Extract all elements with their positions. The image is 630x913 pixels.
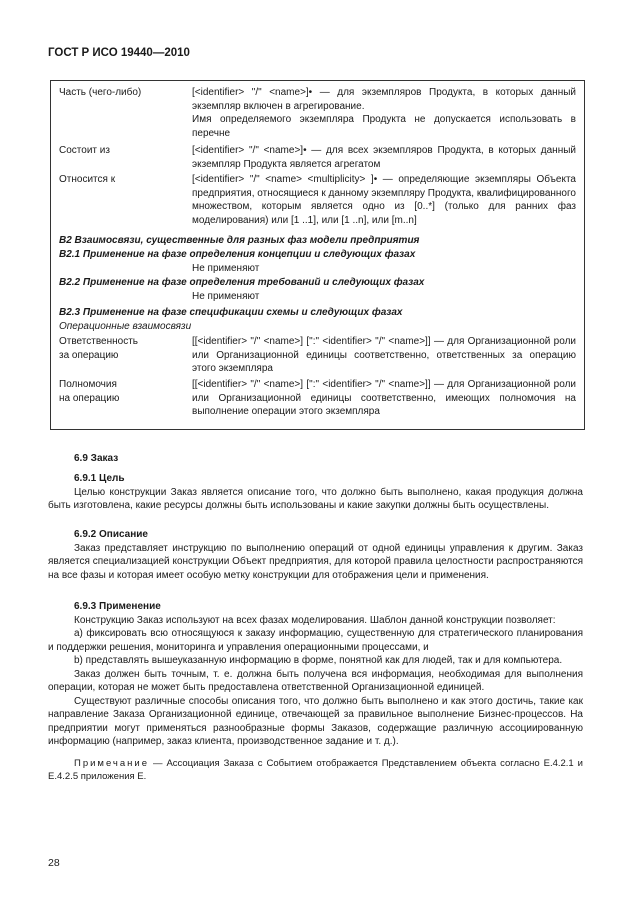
b2-title: B2 Взаимосвязи, существенные для разных фаз модели предприятия xyxy=(59,235,420,246)
row-label: Относится к xyxy=(59,174,116,185)
row-label: Ответственность за операцию xyxy=(59,336,138,361)
row-text: [<identifier> "/" <name> <multiplicity> ]• — определяющие экземпляры Объекта предприятия, относящиеся к данному экземпляру Продукта, квалифицированного множеством, которым является одно из [0..*] (только для ранних фаз моделирования) или [1 ..1], или [1 ..n], или [m..n] xyxy=(192,174,576,226)
table-row-part-of xyxy=(59,86,576,140)
note-text: — Ассоциация Заказа с Событием отображается Представлением объекта согласно Е.4.2.1 и Е.4.2.5 приложения Е. xyxy=(48,757,583,782)
row-text: [<identifier> "/" <name>]• — для экземпляров Продукта, в которых данный экземпляр включен в агрегирование. Имя определяемого экземпляра Продукта не допускается использовать в перечне xyxy=(192,87,576,139)
paragraph: Конструкцию Заказ используют на всех фазах моделирования. Шаблон данной конструкции позволяет: xyxy=(74,614,556,626)
paragraph: Заказ должен быть точным, т. е. должна быть получена вся информация, необходимая для выполнения операции, которая не может быть предоставлена ответственной Организационной единицей. xyxy=(48,668,583,693)
b22-title: B2.2 Применение на фазе определения требований и следующих фазах xyxy=(59,277,425,288)
table-row-consists-of xyxy=(59,144,576,171)
note xyxy=(48,757,583,784)
row-label: Часть (чего-либо) xyxy=(59,87,142,98)
b21-title: B2.1 Применение на фазе определения концепции и следующих фазах xyxy=(59,249,416,260)
section-6-9-3 xyxy=(48,600,583,784)
row-label: Состоит из xyxy=(59,145,110,156)
list-item-b: b) представлять вышеуказанную информацию в форме, понятной как для людей, так и для компьютера. xyxy=(74,655,563,666)
section-6-9 xyxy=(48,452,583,466)
section-heading: 6.9 Заказ xyxy=(74,453,119,464)
row-text: [[<identifier> "/" <name>] [":" <identifier> "/" <name>]] — для Организационной роли или Организационной единицы соответственно, имеющих полномочия на выполнение операции этого экземпляра xyxy=(192,379,576,417)
subsection-heading: 6.9.2 Описание xyxy=(74,529,148,540)
row-text: [<identifier> "/" <name>]• — для всех экземпляров Продукта, в которых данный экземпляр Продукта является агрегатом xyxy=(192,145,576,170)
table-row-authority xyxy=(59,378,576,419)
document-header: ГОСТ Р ИСО 19440—2010 xyxy=(48,47,190,59)
row-label: Полномочия на операцию xyxy=(59,379,120,404)
operational-relations-title: Операционные взаимосвязи xyxy=(59,321,192,332)
paragraph: Целью конструкции Заказ является описание того, что должно быть выполнено, какая продукция должна быть изготовлена, какие ресурсы должны быть использованы и какие закупки должны быть осуществлены. xyxy=(48,486,583,511)
subsection-heading: 6.9.3 Применение xyxy=(74,601,161,612)
b22-text: Не применяют xyxy=(192,291,260,302)
row-text: [[<identifier> "/" <name>] [":" <identifier> "/" <name>]] — для Организационной роли или Организационной единицы соответственно, ответственных за операцию этого экземпляра xyxy=(192,336,576,374)
b23-title: B2.3 Применение на фазе спецификации схемы и следующих фазах xyxy=(59,307,403,318)
paragraph: Существуют различные способы описания того, что должно быть выполнено и как этого достичь, такие как направление Заказа Организационной единице, отвечающей за правильное выполнение Бизнес-процессов. На предприятии могут применяться разнообразные формы Заказов, содержащие различную ассоциированную информацию (например, заказ клиента, производственное задание и т. д.). xyxy=(48,695,583,747)
note-label: Примечание xyxy=(74,757,149,769)
b21-text: Не применяют xyxy=(192,263,260,274)
section-6-9-2 xyxy=(48,528,583,582)
list-item-a: a) фиксировать всю относящуюся к заказу информацию, существенную для стратегического планирования и поддержки решения, мониторинга и управления операционными процессами, и xyxy=(48,628,583,653)
table-row-responsibility xyxy=(59,335,576,376)
subsection-heading: 6.9.1 Цель xyxy=(74,473,125,484)
paragraph: Заказ представляет инструкцию по выполнению операций от одной единицы управления к другим. Заказ является специализацией конструкции Объект предприятия, для которой правила целостности распространяются на все фазы и которая имеет особую метку конструкции для отображения цели и применения. xyxy=(48,542,583,581)
section-6-9-1 xyxy=(48,472,583,513)
table-row-relates-to xyxy=(59,173,576,227)
continuation-table xyxy=(50,80,585,430)
page-number: 28 xyxy=(48,857,60,869)
